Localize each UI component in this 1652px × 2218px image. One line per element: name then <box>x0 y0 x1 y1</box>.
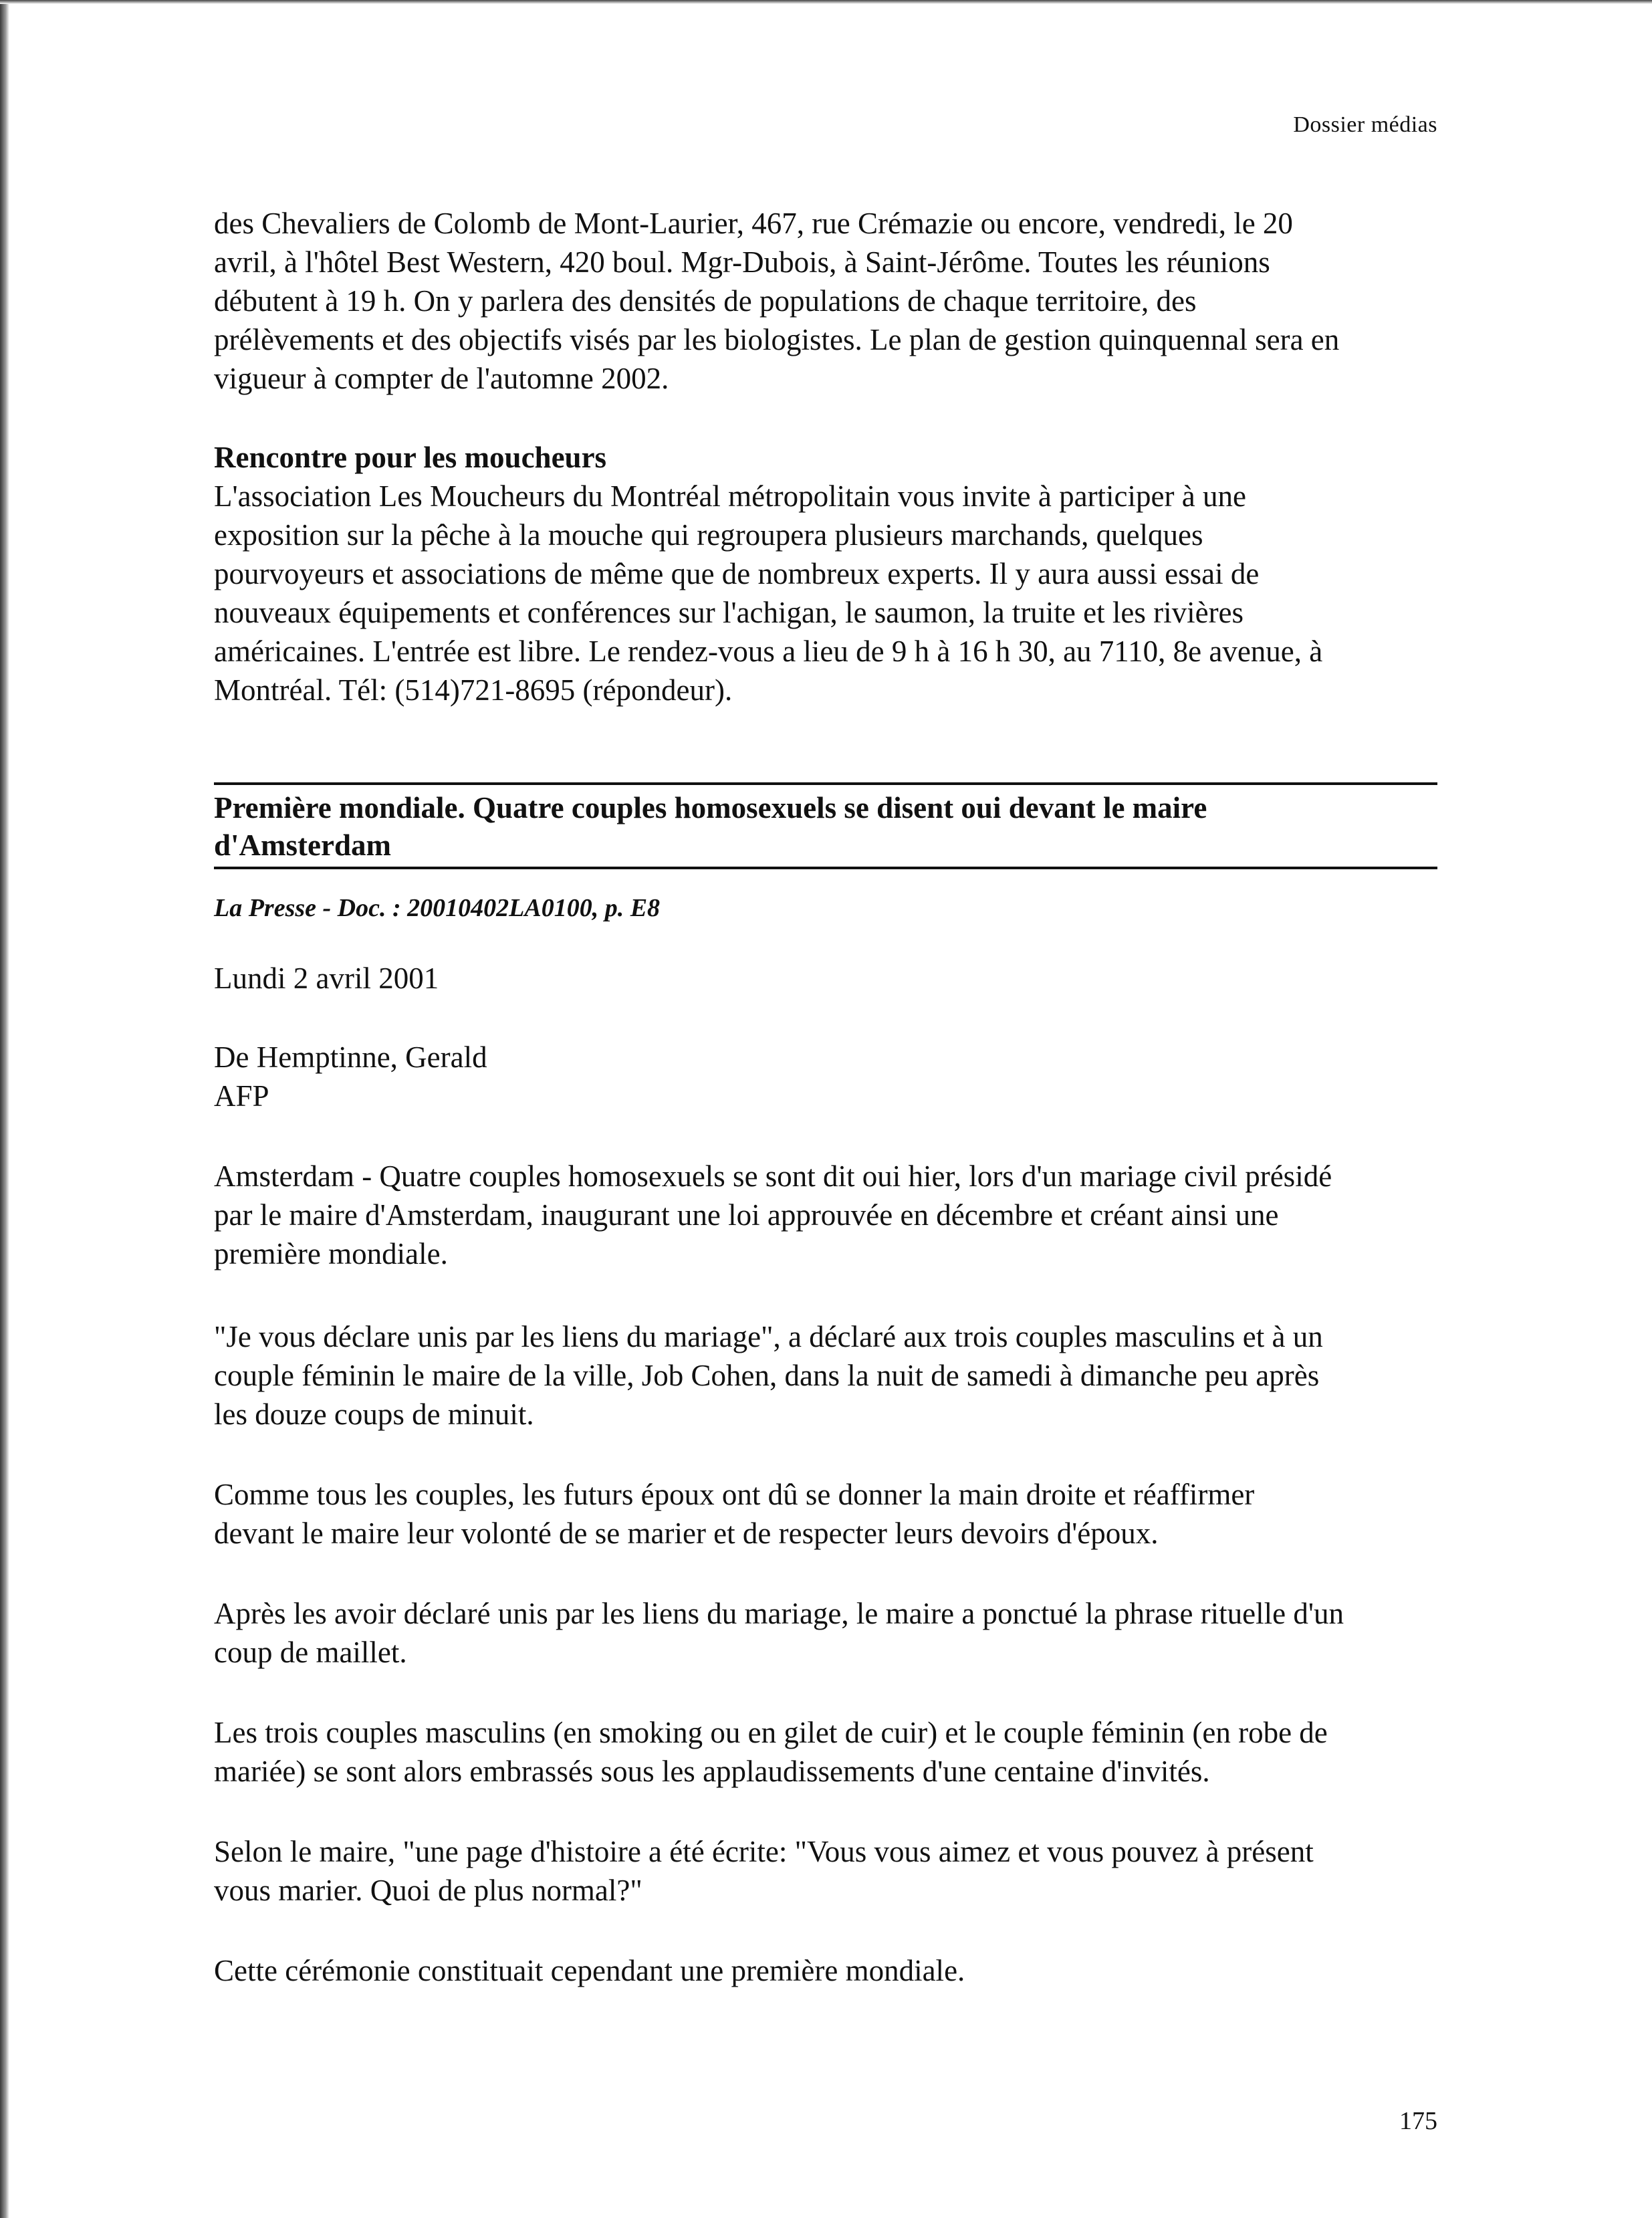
text-line: prélèvements et des objectifs visés par les biologistes. Le plan de gestion quinquennal sera en <box>214 323 1340 356</box>
agency-line: AFP <box>214 1079 269 1113</box>
title-rule-bottom <box>214 867 1437 869</box>
text-line: L'association Les Moucheurs du Montréal métropolitain vous invite à participer à une <box>214 479 1246 513</box>
text-line: débutent à 19 h. On y parlera des densités de populations de chaque territoire, des <box>214 284 1197 318</box>
text-line: Après les avoir déclaré unis par les liens du mariage, le maire a ponctué la phrase rituelle d'un <box>214 1597 1344 1630</box>
article-paragraph <box>214 1713 1437 1791</box>
text-line: vigueur à compter de l'automne 2002. <box>214 362 669 395</box>
text-line: américaines. L'entrée est libre. Le rendez-vous a lieu de 9 h à 16 h 30, au 7110, 8e avenue, à <box>214 635 1323 668</box>
text-line: Selon le maire, "une page d'histoire a été écrite: "Vous vous aimez et vous pouvez à présent <box>214 1835 1314 1868</box>
article-paragraph <box>214 1594 1437 1672</box>
scan-shadow-left <box>0 0 9 2218</box>
article-date <box>214 959 1437 998</box>
article-paragraph <box>214 1475 1437 1553</box>
text-line: Amsterdam - Quatre couples homosexuels se sont dit oui hier, lors d'un mariage civil présidé <box>214 1159 1332 1193</box>
article-paragraph <box>214 1157 1437 1273</box>
title-rule-top <box>214 782 1437 785</box>
article-paragraph <box>214 1832 1437 1910</box>
text-line: par le maire d'Amsterdam, inaugurant une loi approuvée en décembre et créant ainsi une <box>214 1198 1279 1232</box>
article-paragraph <box>214 1951 1437 1990</box>
text-line: nouveaux équipements et conférences sur l'achigan, le saumon, la truite et les rivières <box>214 596 1244 629</box>
text-line: avril, à l'hôtel Best Western, 420 boul. Mgr-Dubois, à Saint-Jérôme. Toutes les réunions <box>214 245 1270 279</box>
title-line: d'Amsterdam <box>214 828 391 862</box>
text-line: des Chevaliers de Colomb de Mont-Laurier, 467, rue Crémazie ou encore, vendredi, le 20 <box>214 207 1293 240</box>
date-line: Lundi 2 avril 2001 <box>214 962 439 995</box>
article-source: La Presse - Doc. : 20010402LA0100, p. E8 <box>214 894 661 922</box>
text-line: les douze coups de minuit. <box>214 1398 534 1431</box>
article-paragraph <box>214 1317 1437 1434</box>
text-line: exposition sur la pêche à la mouche qui regroupera plusieurs marchands, quelques <box>214 518 1203 552</box>
text-line: vous marier. Quoi de plus normal?" <box>214 1874 642 1907</box>
text-line: Comme tous les couples, les futurs époux ont dû se donner la main droite et réaffirmer <box>214 1478 1255 1511</box>
text-line: mariée) se sont alors embrassés sous les applaudissements d'une centaine d'invités. <box>214 1755 1210 1788</box>
text-line: devant le maire leur volonté de se marier et de respecter leurs devoirs d'époux. <box>214 1517 1159 1550</box>
section-moucheurs <box>214 438 1437 709</box>
article-title <box>214 789 1437 864</box>
text-line: pourvoyeurs et associations de même que de nombreux experts. Il y aura aussi essai de <box>214 557 1260 590</box>
page-number: 175 <box>1399 2107 1437 2135</box>
text-line: Les trois couples masculins (en smoking ou en gilet de cuir) et le couple féminin (en robe de <box>214 1716 1328 1749</box>
scan-shadow-top <box>0 0 1652 4</box>
title-line: Première mondiale. Quatre couples homosexuels se disent oui devant le maire <box>214 791 1207 824</box>
running-header: Dossier médias <box>1293 112 1437 137</box>
text-line: Cette cérémonie constituait cependant une première mondiale. <box>214 1954 965 1987</box>
section-heading: Rencontre pour les moucheurs <box>214 441 607 474</box>
text-line: couple féminin le maire de la ville, Job Cohen, dans la nuit de samedi à dimanche peu après <box>214 1359 1320 1392</box>
text-line: "Je vous déclare unis par les liens du mariage", a déclaré aux trois couples masculins et à un <box>214 1320 1323 1353</box>
text-line: coup de maillet. <box>214 1636 407 1669</box>
article-byline <box>214 1038 1437 1115</box>
text-line: première mondiale. <box>214 1237 448 1270</box>
text-line: Montréal. Tél: (514)721-8695 (répondeur). <box>214 673 733 707</box>
intro-paragraph <box>214 204 1437 398</box>
author-line: De Hemptinne, Gerald <box>214 1040 487 1074</box>
